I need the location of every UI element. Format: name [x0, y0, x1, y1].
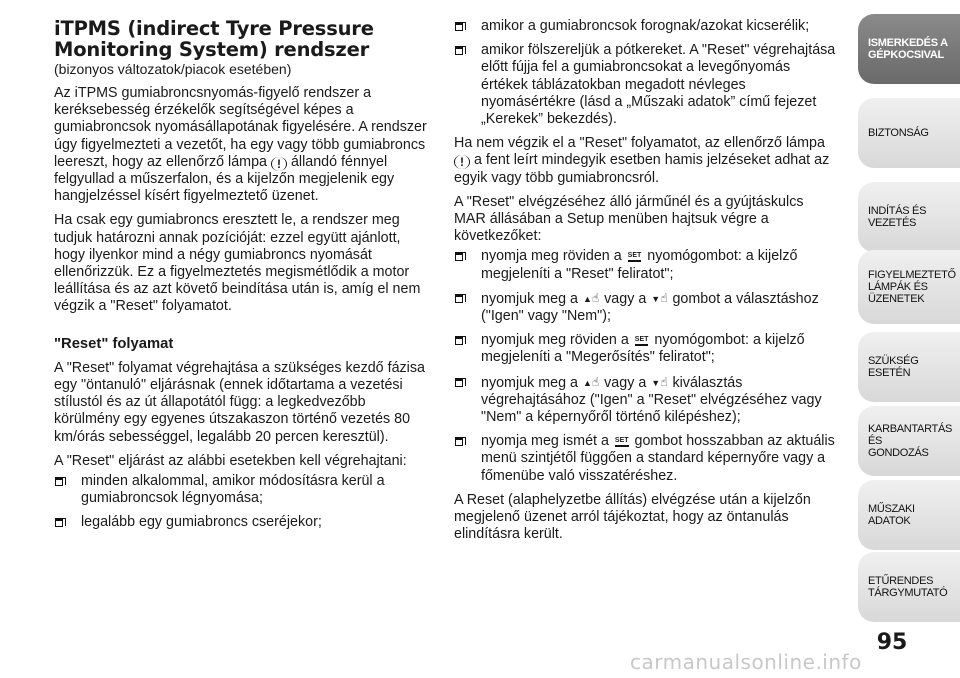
- step-text: nyomja meg röviden a: [481, 248, 622, 265]
- step-text: gombot hosszabban az aktuális menü szintjétől függően a standard képernyőre vagy a főmenübe való visszatéréshez.: [481, 433, 835, 484]
- reset-steps-list: [454, 248, 836, 484]
- bullet-icon: [455, 437, 463, 446]
- step-text: vagy a: [604, 290, 647, 307]
- list-item: [454, 18, 836, 35]
- step-text: nyomjuk meg a: [481, 374, 578, 391]
- set-button-icon: SET: [635, 336, 649, 346]
- paragraph-no-reset-start: Ha nem végzik el a "Reset" folyamatot, az ellenőrző lámpa: [454, 135, 825, 152]
- down-button-icon: ▼☝: [651, 374, 668, 389]
- list-item: [454, 42, 836, 128]
- up-button-icon: ▲☝: [582, 374, 600, 389]
- list-item: [454, 248, 836, 282]
- paragraph-intro-start: Az iTPMS gumiabroncsnyomás-figyelő rendszer a keréksebesség érzékelők segítségével képes a gumiabroncsok nyomásállapotának figyelésére. A rendszer úgy figyelmezteti a vezetőt, ha egy vagy több gumiabroncs leereszt, hogy az ellenőrző lámpa: [54, 85, 427, 170]
- watermark: carmanualsonline.info: [630, 650, 862, 674]
- tab-biztonsag[interactable]: BIZTONSÁG: [858, 98, 960, 168]
- list-item-text: amikor a gumiabroncsok forognak/azokat kicserélik;: [481, 18, 810, 34]
- paragraph-intro-end: állandó fénnyel felgyullad a műszerfalon, és a kijelzőn megjelenik egy hangjelzéssel kísért figyelmeztető üzenet.: [54, 153, 395, 205]
- bullet-icon: [455, 252, 463, 261]
- list-item-text: minden alkalommal, amikor módosításra kerül a gumiabroncsok légnyomása;: [81, 473, 385, 507]
- page-subtitle: (bizonyos változatok/piacok esetében): [54, 61, 292, 77]
- paragraph-reset-cases: A "Reset" eljárást az alábbi esetekben kell végrehajtani:: [54, 452, 407, 469]
- chapter-sidebar: [858, 0, 960, 678]
- list-item: [454, 290, 836, 325]
- set-button-icon: SET: [615, 437, 629, 447]
- paragraph-reset-steps-intro: A "Reset" elvégzéséhez álló járműnél és a gyújtáskulcs MAR állásában a Setup menüben hajtsuk végre a következőket:: [454, 193, 804, 245]
- reset-cases-list-left: [54, 473, 434, 532]
- paragraph-no-reset: [454, 135, 836, 187]
- step-text: vagy a: [604, 374, 647, 391]
- left-column: [54, 18, 434, 539]
- page-title: iTPMS (indirect Tyre Pressure Monitoring System) rendszer: [54, 17, 374, 61]
- paragraph-reset-description: A "Reset" folyamat végrehajtása a szükséges kezdő fázisa egy "öntanuló" eljárásnak (ennek időtartama a vezetési stílustól és az út állapotától függ: a legkedvezőbb körülmény egy egyenes útszakaszon történő vezetés 80 km/órás sebességgel, legalább 20 percen keresztül).: [54, 359, 425, 445]
- page-number: 95: [876, 630, 908, 655]
- step-text: nyomja meg ismét a: [481, 433, 609, 450]
- step-text: nyomógombot: a kijelző megjeleníti a "Reset" feliratot";: [481, 248, 798, 282]
- tyre-warning-icon: !: [454, 155, 470, 169]
- right-column: [454, 18, 836, 543]
- bullet-icon: [455, 294, 463, 303]
- list-item: [54, 473, 434, 507]
- step-text: nyomjuk meg röviden a: [481, 332, 629, 349]
- bullet-icon: [455, 336, 463, 345]
- paragraph-single-tyre: Ha csak egy gumiabroncs eresztett le, a rendszer meg tudjuk határozni annak pozícióját: ezzel együtt ajánlott, hogy ilyenkor mind a négy gumiabroncs nyomását ellenőrizzük. Ez a figyelmeztetés megismétlődik a motor leállítása és az azt követő beindítása után is, amíg el nem végzik a "Reset" folyamatot.: [54, 212, 421, 315]
- bullet-icon: [455, 378, 463, 387]
- tab-figyelmezteto[interactable]: FIGYELMEZTETŐ LÁMPÁK ÉS ÜZENETEK: [858, 250, 960, 324]
- list-item: [454, 433, 836, 485]
- step-text: gombot a választáshoz ("Igen" vagy "Nem");: [481, 290, 819, 325]
- tab-szukseg[interactable]: SZÜKSÉG ESETÉN: [858, 332, 960, 402]
- tab-ismerkedes[interactable]: ISMERKEDÉS A GÉPKOCSIVAL: [858, 14, 960, 84]
- list-item: [54, 514, 434, 531]
- bullet-icon: [55, 518, 63, 527]
- tab-karbantartas[interactable]: KARBANTARTÁS ÉS GONDOZÁS: [858, 406, 960, 476]
- step-text: nyomjuk meg a: [481, 290, 578, 307]
- tyre-warning-icon: !: [271, 157, 287, 171]
- section-heading-reset: "Reset" folyamat: [54, 335, 174, 352]
- reset-cases-list-right: [454, 18, 836, 128]
- bullet-icon: [455, 46, 463, 55]
- paragraph-no-reset-end: a fent leírt mindegyik esetben hamis jelzéseket adhat az egyik vagy több gumiabroncsról.: [454, 152, 830, 186]
- up-button-icon: ▲☝: [582, 290, 600, 305]
- list-item-text: legalább egy gumiabroncs cseréjekor;: [81, 514, 322, 531]
- tab-muszaki[interactable]: MŰSZAKI ADATOK: [858, 480, 960, 550]
- paragraph-reset-done: A Reset (alaphelyzetbe állítás) elvégzése után a kijelzőn megjelenő üzenet arról tájékoztat, hogy az öntanulás elindításra került.: [454, 491, 811, 543]
- paragraph-intro: [54, 85, 434, 205]
- set-button-icon: SET: [628, 252, 642, 262]
- bullet-icon: [455, 22, 463, 31]
- tab-inditas[interactable]: INDÍTÁS ÉS VEZETÉS: [858, 182, 960, 252]
- tab-targymutato[interactable]: ETŰRENDES TÁRGYMUTATÓ: [858, 552, 960, 622]
- step-text: kiválasztás végrehajtásához ("Igen" a "Reset" elvégzéséhez vagy "Nem" a képernyőről történő kilépéshez);: [481, 374, 822, 426]
- list-item: [454, 374, 836, 427]
- list-item: [454, 332, 836, 366]
- down-button-icon: ▼☝: [651, 290, 668, 305]
- bullet-icon: [55, 477, 63, 486]
- step-text: nyomógombot: a kijelző megjeleníti a "Megerősítés" feliratot";: [481, 332, 805, 366]
- list-item-text: amikor fölszereljük a pótkereket. A "Reset" végrehajtása előtt fújja fel a gumiabroncsokat a levegőnyomás értékek táblázatokban megadott névleges nyomásértékre (lásd a „Műszaki adatok” című fejezet „Kerekek” bekezdés).: [481, 42, 836, 128]
